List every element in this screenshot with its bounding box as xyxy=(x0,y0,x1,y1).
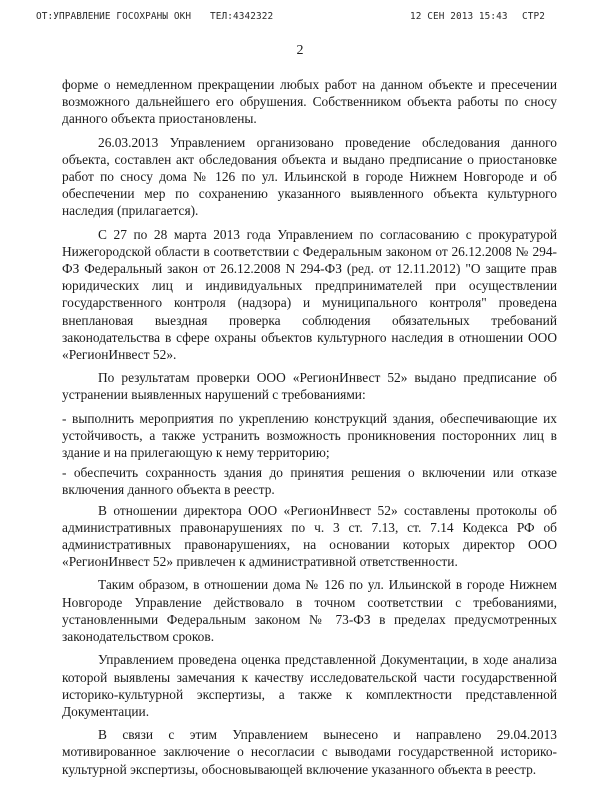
paragraph-audit: С 27 по 28 марта 2013 года Управлением по согласованию с прокуратурой Нижегородской области в соответствии с Федеральным законом от 26.12.2008 № 294-ФЗ Федеральный закон от 26.12.2008 N 294-ФЗ (ред. от 12.11.2012) "О защите прав юридических лиц и индивидуальных предпринимателей при осуществлении государственного контроля (надзора) и муниципального контроля" проведена внеплановая выездная проверка соблюдения обязательных требований законодательства в сфере охраны объектов культурного наследия в отношении ООО «РегионИнвест 52». xyxy=(62,226,557,363)
paragraph-assessment: Управлением проведена оценка представленной Документации, в ходе анализа которой выявлены замечания к качеству исследовательской части государственной историко-культурной экспертизы, а также к комплектности представленной Документации. xyxy=(62,652,557,719)
paragraph-protocols: В отношении директора ООО «РегионИнвест 52» составлены протоколы об административных правонарушениях по ч. 3 ст. 7.13, ст. 7.14 Кодекса РФ об административных правонарушениях, на основании которых директор ООО «РегионИнвест 52» привлечен к административной ответственности. xyxy=(62,502,557,570)
paragraph-conclusion: Таким образом, в отношении дома № 126 по ул. Ильинской в городе Нижнем Новгороде Управление действовало в точном соответствии с требованиями, установленными Федеральным законом № 73-ФЗ в пределах предусмотренных законодательством сроков. xyxy=(62,577,557,645)
paragraph-final: В связи с этим Управлением вынесено и направлено 29.04.2013 мотивированное заключение о несогласии с выводами государственной историко-культурной экспертизы, обосновывающей включение указанного объекта в реестр. xyxy=(62,727,557,777)
paragraph-inspection: 26.03.2013 Управлением организовано проведение обследования данного объекта, составлен акт обследования объекта и выдано предписание о приостановке работ по сносу дома № 126 по ул. Ильинской в городе Нижнем Новгороде и об обеспечении мер по сохранению указанного выявленного объекта культурного наследия (прилагается). xyxy=(62,134,557,219)
page-number: 2 xyxy=(296,43,304,58)
fax-page: СТР2 xyxy=(522,11,545,22)
paragraph-continuation: форме о немедленном прекращении любых работ на данном объекте и пресечении возможного дальнейшего его обрушения. Собственником объекта работы по сносу данного объекта приостановлены. xyxy=(62,77,557,127)
fax-phone: ТЕЛ:4342322 xyxy=(210,11,274,22)
fax-header xyxy=(36,11,576,25)
document-body xyxy=(62,76,557,784)
fax-sender: ОТ:УПРАВЛЕНИЕ ГОСОХРАНЫ ОКН xyxy=(36,11,192,22)
requirement-item: - выполнить мероприятия по укреплению конструкций здания, обеспечивающие их устойчивость, а также устранить возможность проникновения посторонних лиц в здание и на прилегающую к нему территорию; xyxy=(62,410,557,461)
fax-date: 12 СЕН 2013 15:43 xyxy=(410,11,508,22)
paragraph-order: По результатам проверки ООО «РегионИнвест 52» выдано предписание об устранении выявленных нарушений с требованиями: xyxy=(62,370,557,403)
requirement-item: - обеспечить сохранность здания до принятия решения о включении или отказе включения данного объекта в реестр. xyxy=(62,465,557,498)
